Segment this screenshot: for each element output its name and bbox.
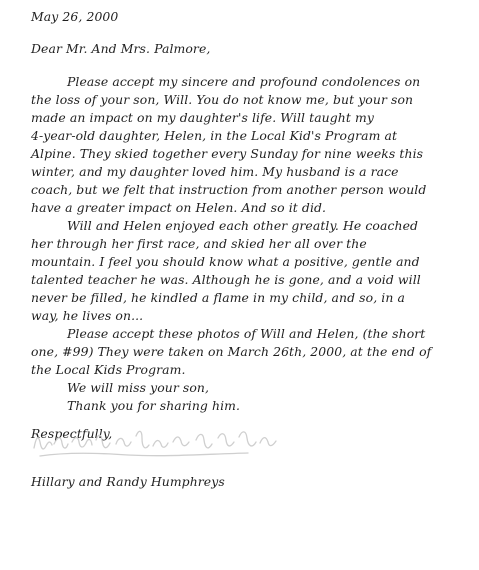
body-line: talented teacher he was. Although he is gone, and a void will bbox=[31, 272, 421, 287]
letter-salutation: Dear Mr. And Mrs. Palmore, bbox=[31, 41, 211, 56]
body-line: Will and Helen enjoyed each other greatly. He coached bbox=[67, 218, 419, 233]
body-line: one, #99) They were taken on March 26th, 2000, at the end of bbox=[31, 344, 432, 359]
body-line: winter, and my daughter loved him. My husband is a race bbox=[31, 164, 399, 179]
signer-names: Hillary and Randy Humphreys bbox=[31, 474, 225, 489]
body-line: Please accept these photos of Will and Helen, (the short bbox=[67, 326, 426, 341]
body-line: the loss of your son, Will. You do not know me, but your son bbox=[31, 92, 414, 107]
body-line: made an impact on my daughter's life. Will taught my bbox=[31, 110, 374, 125]
letter-closing: Respectfully, bbox=[31, 426, 113, 441]
body-line: never be filled, he kindled a flame in my child, and so, in a bbox=[31, 290, 405, 305]
body-line: her through her first race, and skied her all over the bbox=[31, 236, 367, 251]
letter-date: May 26, 2000 bbox=[31, 9, 119, 24]
body-line: We will miss your son, bbox=[67, 380, 210, 395]
body-line: Thank you for sharing him. bbox=[67, 398, 241, 413]
handwritten-signature bbox=[28, 418, 284, 468]
body-line: coach, but we felt that instruction from another person would bbox=[31, 182, 427, 197]
body-line: 4-year-old daughter, Helen, in the Local Kid's Program at bbox=[31, 128, 398, 143]
body-line: way, he lives on... bbox=[31, 308, 144, 323]
body-line: the Local Kids Program. bbox=[31, 362, 186, 377]
body-line: have a greater impact on Helen. And so it did. bbox=[31, 200, 327, 215]
body-line: Alpine. They skied together every Sunday for nine weeks this bbox=[31, 146, 424, 161]
body-line: mountain. I feel you should know what a positive, gentle and bbox=[31, 254, 420, 269]
body-line: Please accept my sincere and profound condolences on bbox=[67, 74, 421, 89]
